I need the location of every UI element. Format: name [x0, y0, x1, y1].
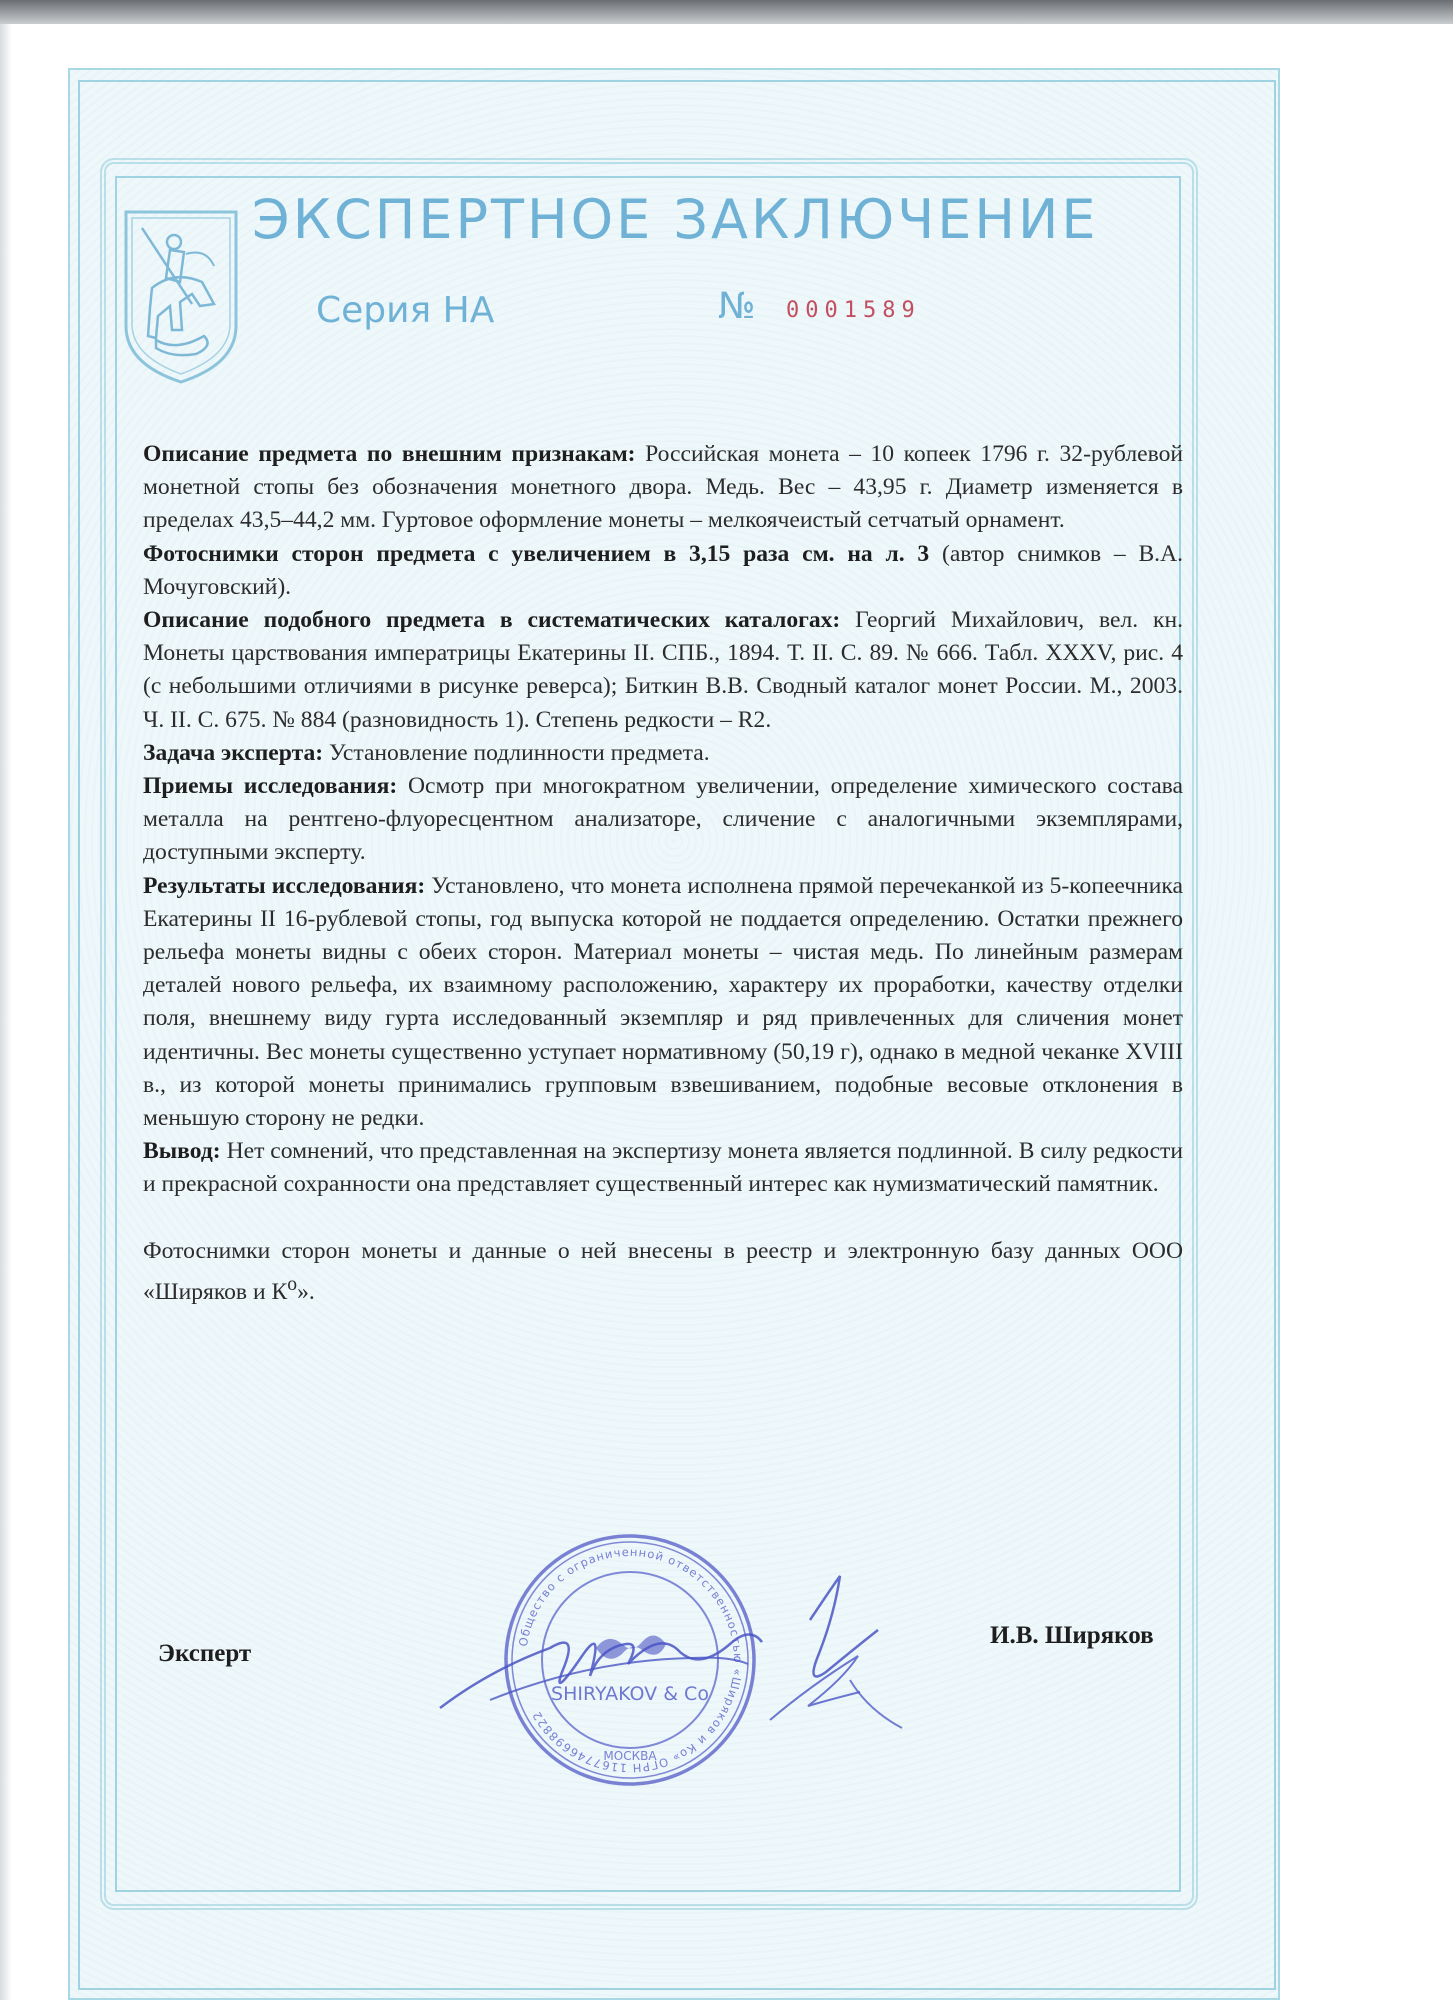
certificate-number: 0001589 [786, 298, 921, 323]
scan-top-edge [0, 0, 1453, 24]
section-label: Описание предмета по внешним признакам: [143, 441, 636, 467]
registry-note-superscript: о [287, 1272, 298, 1295]
section-label: Задача эксперта: [143, 739, 324, 766]
scan-left-edge [0, 24, 12, 2000]
section-item-photos [143, 538, 1183, 604]
section-text: (автор снимков – В.А. Мочуговский). [143, 540, 1184, 600]
section-item-conclusion [143, 1135, 1183, 1201]
section-label: Приемы исследования: [143, 773, 398, 800]
seal-ring-text: Общество с ограниченной ответственностью «Ширяков и Ко» ОГРН 1167746698822 [515, 1544, 746, 1776]
section-item-results [143, 870, 1183, 1136]
seal-bottom-text: МОСКВА [603, 1749, 657, 1763]
section-label: Фотоснимки сторон предмета с увеличением в 3,15 раза см. на л. 3 [143, 540, 930, 567]
expert-name: И.В. Ширяков [990, 1622, 1154, 1649]
section-label: Описание подобного предмета в систематических каталогах: [143, 607, 841, 634]
document-title: ЭКСПЕРТНОЕ ЗАКЛЮЧЕНИЕ [252, 188, 1099, 251]
handwritten-signature [430, 1560, 950, 1760]
seal-center-text: SHIRYAKOV & Co [551, 1683, 709, 1705]
conclusion-body [143, 438, 1183, 1309]
series-label: Серия НА [316, 290, 495, 331]
registry-note-text: Фотоснимки сторон монеты и данные о ней внесены в реестр и электронную базу данных ООО «Ширяков и К [143, 1237, 1183, 1305]
section-text: Осмотр при многократном увеличении, определение химического состава металла на рентгено-флуоресцентном анализаторе, сличение с аналогичными экземплярами, доступными эксперту. [143, 773, 1183, 866]
section-text: Нет сомнений, что представленная на экспертизу монета является подлинной. В силу редкости и прекрасной сохранности она представляет существенный интерес как нумизматический памятник. [143, 1138, 1183, 1198]
section-item-description [143, 438, 1183, 538]
registry-note-end: ». [297, 1278, 315, 1305]
moscow-coat-of-arms-icon [122, 208, 240, 386]
section-item-methods [143, 770, 1183, 870]
section-label: Результаты исследования: [143, 872, 426, 899]
registry-note [143, 1235, 1183, 1309]
section-text: Установление подлинности предмета. [323, 739, 710, 766]
section-text: Георгий Михайлович, вел. кн. Монеты царствования императрицы Екатерины II. СПБ., 1894. Т. II. С. 89. № 666. Табл. XXXV, рис. 4 (с небольшими отличиями в рисунке реверса); Биткин В.В. Сводный каталог монет России. М., 2003. Ч. II. С. 675. № 884 (разновидность 1). Степень редкости – R2. [143, 607, 1184, 733]
section-text: Установлено, что монета исполнена прямой перечеканкой из 5-копеечника Екатерины II 16-рублевой стопы, год выпуска которой не поддается определению. Остатки прежнего рельефа монеты видны с обеих сторон. Материал монеты – чистая медь. По линейным размерам деталей нового рельефа, их взаимному расположению, характеру их проработки, качеству отделки поля, внешнему виду гурта исследованный экземпляр и ряд привлеченных для сличения монет идентичны. Вес монеты существенно уступает нормативному (50,19 г), однако в медной чеканке XVIII в., из которой монеты принимались групповым взвешиванием, подобные весовые отклонения в меньшую сторону не редки. [143, 872, 1184, 1132]
section-item-task [143, 737, 1183, 770]
number-sign: № [718, 286, 756, 327]
expert-label: Эксперт [158, 1640, 252, 1667]
section-item-catalogs [143, 604, 1183, 737]
section-label: Вывод: [143, 1138, 221, 1165]
section-text: Российская монета – 10 копеек 1796 г. 32-рублевой монетной стопы без обозначения монетного двора. Медь. Вес – 43,95 г. Диаметр изменяется в пределах 43,5–44,2 мм. Гуртовое оформление монеты – мелкоячеистый сетчатый орнамент. [143, 441, 1183, 534]
